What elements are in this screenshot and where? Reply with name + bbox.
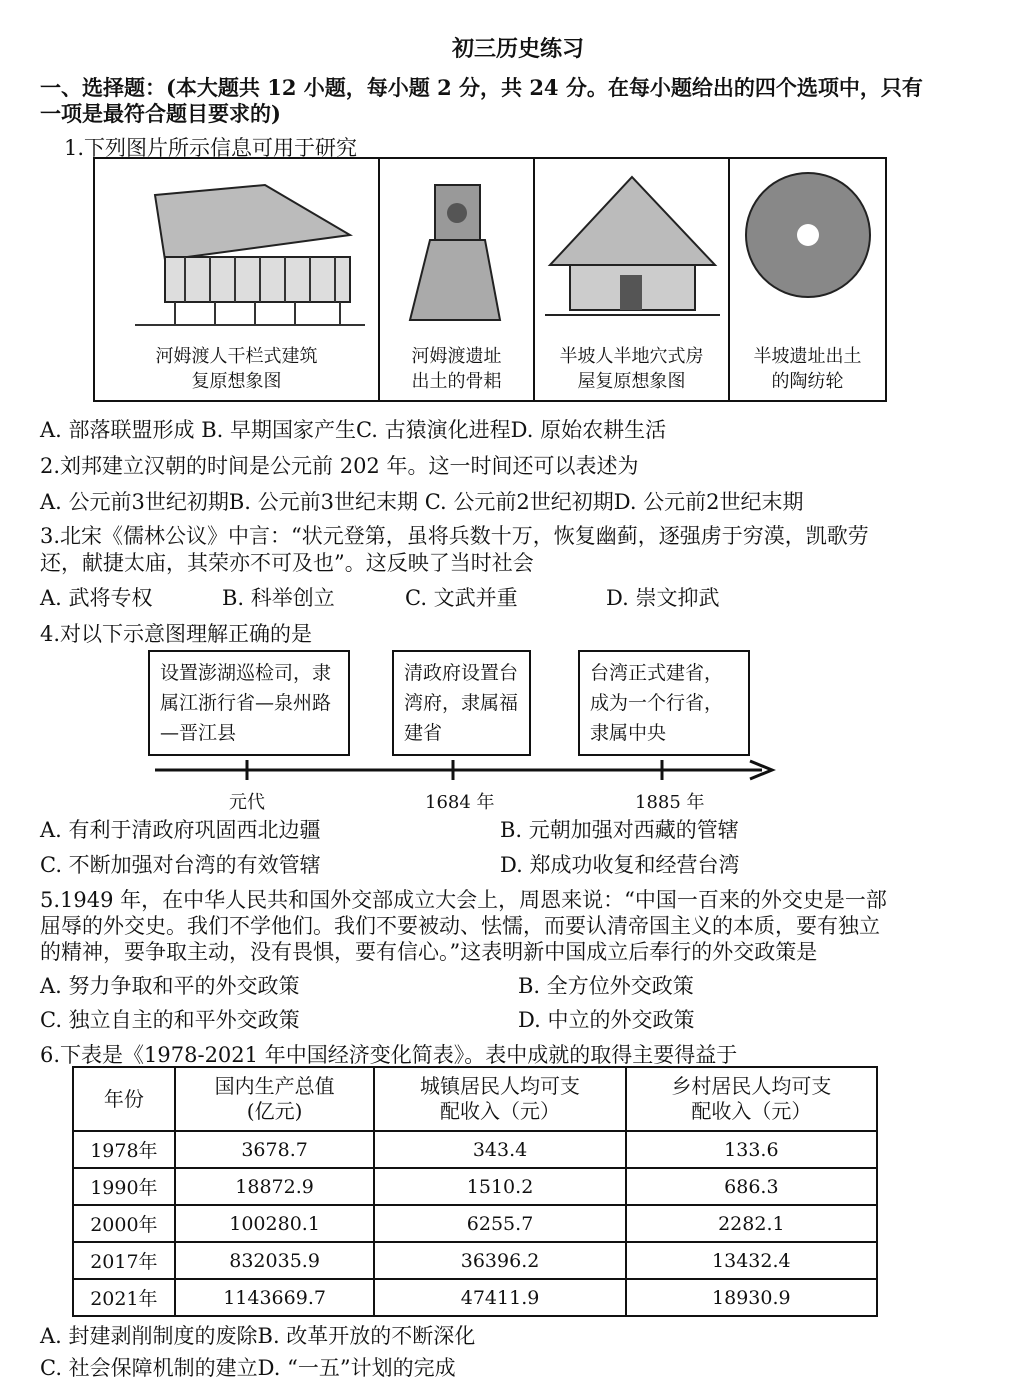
q1-picture-caption: 河姆渡遗址 出土的骨耜 (411, 346, 502, 392)
q2-stem: 2.刘邦建立汉朝的时间是公元前 202 年。这一时间还可以表述为 (40, 454, 639, 478)
cell-gdp: 18872.9 (175, 1168, 375, 1205)
header-gdp: 国内生产总值 (亿元) (175, 1067, 375, 1131)
q3-stem-line2: 还，献捷太庙，其荣亦不可及也”。这反映了当时社会 (40, 551, 534, 575)
cell-gdp: 1143669.7 (175, 1279, 375, 1316)
cell-year: 1978年 (73, 1131, 175, 1168)
economy-table (72, 1066, 878, 1317)
cell-gdp: 832035.9 (175, 1242, 375, 1279)
q5-option-c: C. 独立自主的和平外交政策 (40, 1008, 300, 1032)
q5-stem-line3: 的精神，要争取主动，没有畏惧，要有信心。”这表明新中国成立后奉行的外交政策是 (40, 940, 818, 964)
q1-picture-caption: 河姆渡人干栏式建筑 复原想象图 (155, 346, 318, 392)
q5-stem-line2: 屈辱的外交史。我们不学他们。我们不要被动、怯懦，而要认清帝国主义的本质，要有独立 (40, 914, 880, 938)
q1-stem: 1.下列图片所示信息可用于研究 (64, 136, 358, 160)
page-title: 初三历史练习 (452, 36, 585, 62)
q3-option-d: D. 崇文抑武 (606, 586, 720, 610)
timeline-label-1885: 1885 年 (635, 792, 705, 813)
cell-gdp: 3678.7 (175, 1131, 375, 1168)
cell-rural: 2282.1 (626, 1205, 877, 1242)
q6-options-line2: C. 社会保障机制的建立D. “一五”计划的完成 (40, 1356, 456, 1380)
bone-spade-image (380, 165, 535, 330)
cell-rural: 18930.9 (626, 1279, 877, 1316)
cell-year: 2000年 (73, 1205, 175, 1242)
q1-picture-cell (730, 159, 885, 400)
q4-option-b: B. 元朝加强对西藏的管辖 (500, 818, 739, 842)
cell-rural: 133.6 (626, 1131, 877, 1168)
section-header-line2: 一项是最符合题目要求的) (40, 101, 281, 126)
cell-urban: 47411.9 (374, 1279, 625, 1316)
section-header-line1: 一、选择题：(本大题共 12 小题，每小题 2 分，共 24 分。在每小题给出的四个选项中，只有 (40, 75, 923, 100)
q1-picture-caption: 半坡遗址出土 的陶纺轮 (753, 346, 862, 392)
q5-stem-line1: 5.1949 年，在中华人民共和国外交部成立大会上，周恩来说：“中国一百来的外交史是一部 (40, 888, 887, 912)
q4-option-a: A. 有利于清政府巩固西北边疆 (40, 818, 321, 842)
cell-urban: 1510.2 (374, 1168, 625, 1205)
q1-picture-cell (535, 159, 730, 400)
table-header-row (73, 1067, 877, 1131)
q5-option-d: D. 中立的外交政策 (518, 1008, 695, 1032)
stilt-house-image (95, 165, 380, 330)
q3-option-c: C. 文武并重 (405, 586, 518, 610)
semi-subterranean-house-image (535, 165, 730, 330)
q4-option-c: C. 不断加强对台湾的有效管辖 (40, 853, 321, 877)
cell-year: 1990年 (73, 1168, 175, 1205)
cell-rural: 686.3 (626, 1168, 877, 1205)
timeline-axis (150, 758, 780, 782)
q3-stem-line1: 3.北宋《儒林公议》中言：“状元登第，虽将兵数十万，恢复幽蓟，逐强虏于穷漠，凯歌劳 (40, 524, 869, 548)
timeline-box-1684: 清政府设置台湾府，隶属福建省 (392, 650, 531, 756)
q1-picture-cell (95, 159, 380, 400)
cell-urban: 343.4 (374, 1131, 625, 1168)
q6-options-line1: A. 封建剥削制度的废除B. 改革开放的不断深化 (40, 1324, 476, 1348)
q6-stem: 6.下表是《1978-2021 年中国经济变化简表》。表中成就的取得主要得益于 (40, 1043, 738, 1067)
q1-options: A. 部落联盟形成 B. 早期国家产生C. 古猿演化进程D. 原始农耕生活 (40, 418, 667, 442)
header-year: 年份 (73, 1067, 175, 1131)
timeline-box-yuan: 设置澎湖巡检司，隶属江浙行省—泉州路—晋江县 (148, 650, 350, 756)
q3-option-a: A. 武将专权 (40, 586, 153, 610)
table-row (73, 1279, 877, 1316)
q1-picture-caption: 半坡人半地穴式房 屋复原想象图 (559, 346, 704, 392)
table-row (73, 1205, 877, 1242)
q1-picture-table (93, 157, 887, 402)
cell-gdp: 100280.1 (175, 1205, 375, 1242)
q2-options: A. 公元前3世纪初期B. 公元前3世纪末期 C. 公元前2世纪初期D. 公元前2世纪末期 (40, 490, 804, 514)
timeline-box-1885: 台湾正式建省，成为一个行省，隶属中央 (578, 650, 750, 756)
q1-picture-cell (380, 159, 535, 400)
q3-option-b: B. 科举创立 (222, 586, 335, 610)
pottery-spindle-whorl-image (730, 165, 885, 330)
table-row (73, 1168, 877, 1205)
q4-option-d: D. 郑成功收复和经营台湾 (500, 853, 740, 877)
q5-option-a: A. 努力争取和平的外交政策 (40, 974, 300, 998)
timeline-label-yuan: 元代 (229, 792, 265, 813)
header-urban-income: 城镇居民人均可支 配收入（元） (374, 1067, 625, 1131)
timeline-label-1684: 1684 年 (425, 792, 495, 813)
cell-rural: 13432.4 (626, 1242, 877, 1279)
header-rural-income: 乡村居民人均可支 配收入（元） (626, 1067, 877, 1131)
table-row (73, 1131, 877, 1168)
cell-year: 2017年 (73, 1242, 175, 1279)
q4-stem: 4.对以下示意图理解正确的是 (40, 622, 313, 646)
cell-year: 2021年 (73, 1279, 175, 1316)
table-row (73, 1242, 877, 1279)
cell-urban: 6255.7 (374, 1205, 625, 1242)
cell-urban: 36396.2 (374, 1242, 625, 1279)
q5-option-b: B. 全方位外交政策 (518, 974, 694, 998)
